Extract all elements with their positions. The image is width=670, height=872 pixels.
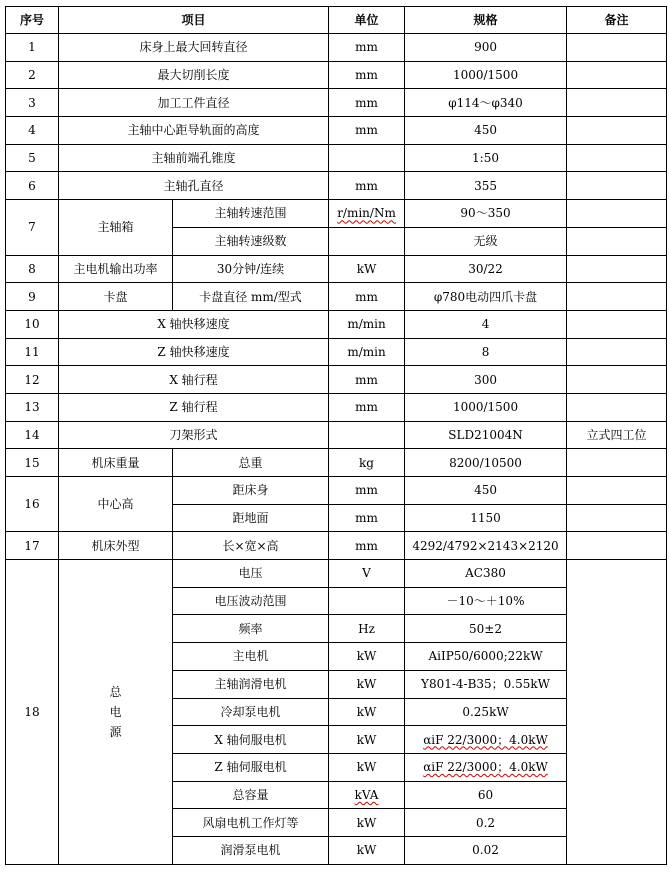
table-row xyxy=(6,560,667,588)
cell-item: 润滑泵电机 xyxy=(173,836,329,864)
table-row xyxy=(6,366,667,394)
cell-unit: mm xyxy=(329,504,405,532)
table-row xyxy=(6,61,667,89)
cell-unit: mm xyxy=(329,477,405,505)
header-no: 序号 xyxy=(6,7,59,34)
header-note: 备注 xyxy=(567,7,667,34)
table-row xyxy=(6,421,667,449)
cell-unit: kW xyxy=(329,670,405,698)
cell-spec: 355 xyxy=(405,172,567,200)
table-row xyxy=(6,393,667,421)
cell-note xyxy=(567,477,667,505)
cell-note xyxy=(567,144,667,172)
cell-note: 立式四工位 xyxy=(567,421,667,449)
cell-spec: φ114～φ340 xyxy=(405,89,567,117)
cell-group xyxy=(59,560,173,865)
cell-spec: SLD21004N xyxy=(405,421,567,449)
cell-no: 11 xyxy=(6,338,59,366)
header-item: 项目 xyxy=(59,7,329,34)
cell-spec xyxy=(405,753,567,781)
table-row xyxy=(6,477,667,505)
cell-item: 加工工件直径 xyxy=(59,89,329,117)
cell-spec: 450 xyxy=(405,477,567,505)
cell-item: 风扇电机工作灯等 xyxy=(173,809,329,837)
cell-unit: mm xyxy=(329,532,405,560)
cell-item: X 轴伺服电机 xyxy=(173,726,329,754)
spec-text: αiF 22/3000；4.0kW xyxy=(423,732,548,747)
cell-note xyxy=(567,532,667,560)
cell-note xyxy=(567,366,667,394)
cell-note xyxy=(567,117,667,145)
cell-note xyxy=(567,61,667,89)
cell-no: 10 xyxy=(6,310,59,338)
cell-item: X 轴快移速度 xyxy=(59,310,329,338)
cell-item: Z 轴快移速度 xyxy=(59,338,329,366)
cell-item: 距床身 xyxy=(173,477,329,505)
unit-text: r/min/Nm xyxy=(337,206,396,221)
table-row xyxy=(6,34,667,62)
table-row xyxy=(6,117,667,145)
table-row xyxy=(6,449,667,477)
cell-unit xyxy=(329,781,405,809)
cell-spec: 4 xyxy=(405,310,567,338)
cell-unit xyxy=(329,200,405,228)
cell-spec: 1150 xyxy=(405,504,567,532)
cell-spec xyxy=(405,726,567,754)
cell-spec: 1000/1500 xyxy=(405,61,567,89)
cell-no: 4 xyxy=(6,117,59,145)
cell-note xyxy=(567,560,667,865)
cell-spec: 1000/1500 xyxy=(405,393,567,421)
cell-item: X 轴行程 xyxy=(59,366,329,394)
table-row xyxy=(6,310,667,338)
cell-item: 频率 xyxy=(173,615,329,643)
table-row xyxy=(6,89,667,117)
table-row xyxy=(6,255,667,283)
cell-unit: mm xyxy=(329,283,405,311)
cell-no: 7 xyxy=(6,200,59,255)
cell-spec: Y801-4-B35；0.55kW xyxy=(405,670,567,698)
cell-item: 电压波动范围 xyxy=(173,587,329,615)
cell-group: 机床外型 xyxy=(59,532,173,560)
cell-no: 1 xyxy=(6,34,59,62)
cell-note xyxy=(567,200,667,228)
header-spec: 规格 xyxy=(405,7,567,34)
cell-spec: 0.2 xyxy=(405,809,567,837)
cell-unit: kg xyxy=(329,449,405,477)
cell-item: 总容量 xyxy=(173,781,329,809)
cell-item: 主轴中心距导轨面的高度 xyxy=(59,117,329,145)
cell-spec: AC380 xyxy=(405,560,567,588)
cell-no: 3 xyxy=(6,89,59,117)
cell-no: 8 xyxy=(6,255,59,283)
cell-item: 距地面 xyxy=(173,504,329,532)
cell-note xyxy=(567,172,667,200)
cell-spec: 450 xyxy=(405,117,567,145)
cell-group: 卡盘 xyxy=(59,283,173,311)
cell-unit xyxy=(329,421,405,449)
cell-group: 主电机输出功率 xyxy=(59,255,173,283)
cell-item: 长×宽×高 xyxy=(173,532,329,560)
cell-item: 冷却泵电机 xyxy=(173,698,329,726)
cell-note xyxy=(567,338,667,366)
cell-spec: 8200/10500 xyxy=(405,449,567,477)
cell-note xyxy=(567,310,667,338)
cell-note xyxy=(567,393,667,421)
cell-spec: 4292/4792×2143×2120 xyxy=(405,532,567,560)
cell-spec: －10～＋10% xyxy=(405,587,567,615)
header-unit: 单位 xyxy=(329,7,405,34)
cell-item: 30分钟/连续 xyxy=(173,255,329,283)
cell-no: 12 xyxy=(6,366,59,394)
cell-item: 床身上最大回转直径 xyxy=(59,34,329,62)
table-row xyxy=(6,144,667,172)
cell-spec: 300 xyxy=(405,366,567,394)
cell-no: 14 xyxy=(6,421,59,449)
cell-item: Z 轴伺服电机 xyxy=(173,753,329,781)
cell-unit: V xyxy=(329,560,405,588)
cell-unit: kW xyxy=(329,809,405,837)
cell-item: 主轴转速范围 xyxy=(173,200,329,228)
cell-item: 主轴前端孔锥度 xyxy=(59,144,329,172)
cell-no: 13 xyxy=(6,393,59,421)
cell-item: 刀架形式 xyxy=(59,421,329,449)
cell-item: 总重 xyxy=(173,449,329,477)
unit-text: kVA xyxy=(354,787,379,802)
cell-note xyxy=(567,255,667,283)
cell-note xyxy=(567,227,667,255)
cell-unit: mm xyxy=(329,34,405,62)
group-vertical-text: 总电源 xyxy=(109,684,122,739)
cell-unit: kW xyxy=(329,753,405,781)
cell-spec: 900 xyxy=(405,34,567,62)
cell-spec: 无级 xyxy=(405,227,567,255)
cell-spec: 0.02 xyxy=(405,836,567,864)
cell-no: 6 xyxy=(6,172,59,200)
cell-item: Z 轴行程 xyxy=(59,393,329,421)
header-row xyxy=(6,7,667,34)
cell-group: 机床重量 xyxy=(59,449,173,477)
cell-unit: kW xyxy=(329,255,405,283)
cell-note xyxy=(567,504,667,532)
cell-note xyxy=(567,34,667,62)
cell-spec: φ780电动四爪卡盘 xyxy=(405,283,567,311)
cell-item: 主轴转速级数 xyxy=(173,227,329,255)
cell-unit: mm xyxy=(329,61,405,89)
cell-unit: mm xyxy=(329,89,405,117)
cell-unit: m/min xyxy=(329,310,405,338)
cell-group: 主轴箱 xyxy=(59,200,173,255)
cell-spec: 8 xyxy=(405,338,567,366)
cell-spec: 30/22 xyxy=(405,255,567,283)
cell-unit: m/min xyxy=(329,338,405,366)
table-row xyxy=(6,338,667,366)
cell-spec: 50±2 xyxy=(405,615,567,643)
cell-item: 主轴孔直径 xyxy=(59,172,329,200)
cell-note xyxy=(567,283,667,311)
cell-spec: AiIP50/6000;22kW xyxy=(405,643,567,671)
cell-no: 18 xyxy=(6,560,59,865)
cell-spec: 1:50 xyxy=(405,144,567,172)
cell-item: 最大切削长度 xyxy=(59,61,329,89)
cell-spec: 0.25kW xyxy=(405,698,567,726)
cell-unit: kW xyxy=(329,836,405,864)
cell-no: 17 xyxy=(6,532,59,560)
table-row xyxy=(6,172,667,200)
cell-unit xyxy=(329,227,405,255)
table-row xyxy=(6,200,667,228)
table-row xyxy=(6,283,667,311)
cell-unit: kW xyxy=(329,643,405,671)
cell-no: 9 xyxy=(6,283,59,311)
cell-unit: Hz xyxy=(329,615,405,643)
table-row xyxy=(6,532,667,560)
cell-unit xyxy=(329,144,405,172)
spec-text: αiF 22/3000；4.0kW xyxy=(423,760,548,775)
cell-unit: mm xyxy=(329,117,405,145)
spec-table xyxy=(5,6,667,865)
cell-unit: kW xyxy=(329,726,405,754)
cell-no: 16 xyxy=(6,477,59,532)
cell-note xyxy=(567,449,667,477)
cell-no: 2 xyxy=(6,61,59,89)
cell-unit: mm xyxy=(329,393,405,421)
cell-unit: mm xyxy=(329,172,405,200)
cell-spec: 90～350 xyxy=(405,200,567,228)
cell-spec: 60 xyxy=(405,781,567,809)
cell-unit xyxy=(329,587,405,615)
cell-no: 5 xyxy=(6,144,59,172)
cell-no: 15 xyxy=(6,449,59,477)
cell-item: 主电机 xyxy=(173,643,329,671)
cell-unit: kW xyxy=(329,698,405,726)
cell-item: 电压 xyxy=(173,560,329,588)
cell-item: 卡盘直径 mm/型式 xyxy=(173,283,329,311)
cell-unit: mm xyxy=(329,366,405,394)
cell-group: 中心高 xyxy=(59,477,173,532)
cell-note xyxy=(567,89,667,117)
cell-item: 主轴润滑电机 xyxy=(173,670,329,698)
